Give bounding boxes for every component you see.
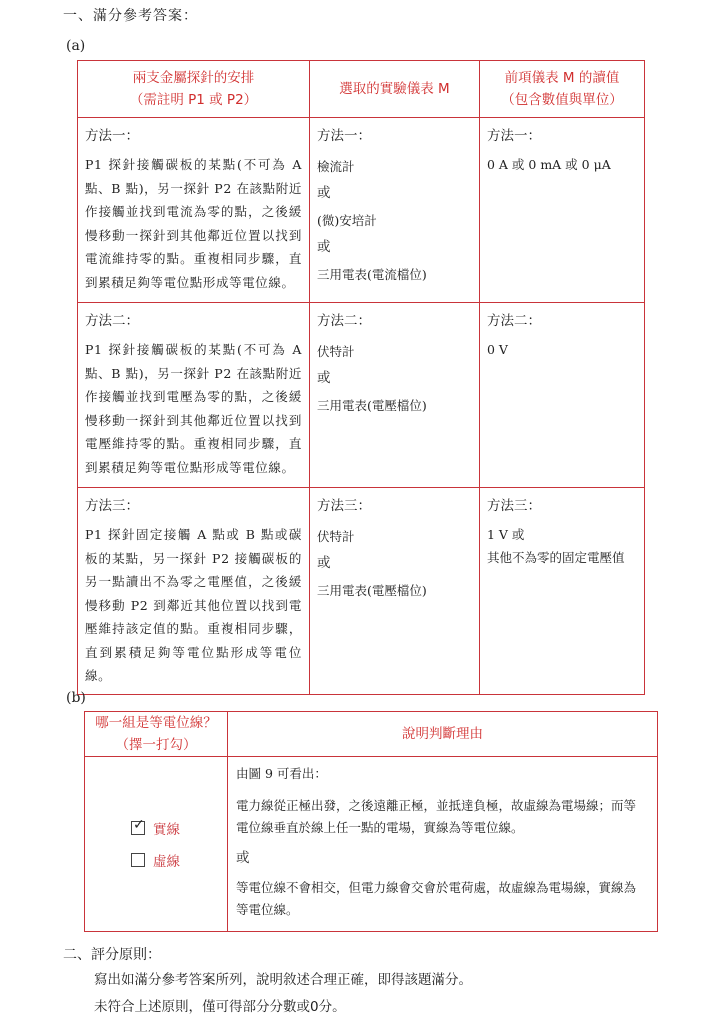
- method-label: 方法一：: [85, 128, 139, 144]
- header-meter-line1: 選取的實驗儀表 M: [339, 81, 450, 97]
- header-arrangement-line1: 兩支金屬探針的安排: [132, 70, 255, 86]
- method-label: 方法三：: [85, 498, 139, 514]
- header-reason: [228, 712, 658, 757]
- option-label: 虛線: [153, 854, 180, 870]
- option-dashed-line[interactable]: [131, 844, 227, 876]
- method-label: 方法二：: [85, 313, 139, 329]
- meter-or: 或: [317, 555, 331, 571]
- arrangement-text: P1 探針固定接觸 A 點或 B 點或碳板的某點，另一探針 P2 接觸碳板的另一點讀出不為零之電壓值，之後緩慢移動 P2 到鄰近其他位置以找到電壓維持該定值的點。重複相同步驟，直到累積足夠等電位點形成等電位線。: [85, 527, 302, 683]
- arrangement-text: P1 探針接觸碳板的某點(不可為 A 點、B 點)，另一探針 P2 在該點附近作接觸並找到電流為零的點，之後緩慢移動一探針到其他鄰近位置以找到電流維持零的點。重複相同步驟，直到累積足夠等電位點形成等電位線。: [85, 157, 302, 290]
- meter-item: 三用電表(電壓檔位): [317, 398, 427, 413]
- answer-table-b: [84, 711, 658, 932]
- reason-explanation-2: 等電位線不會相交，但電力線會交會於電荷處，故虛線為電場線，實線為等電位線。: [236, 880, 637, 917]
- header-reading-line2: （包含數值與單位）: [501, 92, 623, 108]
- arrangement-cell: [78, 118, 310, 303]
- grading-rule-2: 未符合上述原則，僅可得部分分數或0分。: [94, 999, 346, 1015]
- meter-cell: [310, 488, 480, 695]
- meter-item: (微)安培計: [317, 213, 377, 228]
- header-choice-line1: 哪一組是等電位線？: [95, 715, 217, 731]
- meter-item: 三用電表(電壓檔位): [317, 583, 427, 598]
- checkbox[interactable]: [131, 817, 145, 835]
- reading-cell: [480, 118, 645, 303]
- checkbox[interactable]: [131, 853, 145, 867]
- arrangement-text: P1 探針接觸碳板的某點(不可為 A 點、B 點)，另一探針 P2 在該點附近作接觸並找到電壓為零的點，之後緩慢移動一探針到其他鄰近位置以找到電壓維持零的點。重複相同步驟，直到累積足夠等電位點形成等電位線。: [85, 342, 302, 475]
- option-label: 實線: [153, 822, 180, 838]
- arrangement-cell: [78, 303, 310, 488]
- reading-value: 1 V 或 其他不為零的固定電壓值: [487, 527, 625, 565]
- header-arrangement-line2: （需註明 P1 或 P2）: [129, 92, 258, 108]
- check-mark-icon: ✓: [133, 817, 145, 833]
- meter-or: 或: [317, 185, 331, 201]
- method-label: 方法三：: [487, 498, 541, 514]
- header-reading-line1: 前項儀表 M 的讀值: [504, 70, 620, 86]
- option-solid-line[interactable]: [131, 812, 227, 844]
- reason-explanation-1: 電力線從正極出發，之後遠離正極，並抵達負極，故虛線為電場線；而等電位線垂直於線上任一點的電場，實線為等電位線。: [236, 798, 637, 835]
- meter-or: 或: [317, 239, 331, 255]
- header-arrangement: [78, 61, 310, 118]
- method-label: 方法二：: [487, 313, 541, 329]
- meter-item: 伏特計: [317, 344, 355, 359]
- reason-cell: [228, 757, 658, 932]
- method-label: 方法二：: [317, 313, 371, 329]
- reading-value: 0 V: [487, 342, 508, 357]
- meter-item: 三用電表(電流檔位): [317, 267, 427, 282]
- part-a-label: (a): [66, 38, 86, 54]
- section2-title: 二、評分原則：: [63, 947, 161, 963]
- method-label: 方法一：: [317, 128, 371, 144]
- reading-cell: [480, 303, 645, 488]
- header-reading: [480, 61, 645, 118]
- method-label: 方法三：: [317, 498, 371, 514]
- method-label: 方法一：: [487, 128, 541, 144]
- reading-value: 0 A 或 0 mA 或 0 μA: [487, 157, 611, 172]
- arrangement-cell: [78, 488, 310, 695]
- meter-item: 檢流計: [317, 159, 355, 174]
- reason-or: 或: [236, 850, 250, 866]
- meter-cell: [310, 118, 480, 303]
- header-choice-line2: （擇一打勾）: [115, 737, 197, 753]
- part-b-label: (b): [66, 690, 86, 706]
- header-choice: [85, 712, 228, 757]
- reason-intro: 由圖 9 可看出：: [236, 766, 327, 781]
- section1-title: 一、滿分參考答案：: [63, 8, 198, 24]
- header-meter: [310, 61, 480, 118]
- reading-cell: [480, 488, 645, 695]
- header-reason-text: 說明判斷理由: [402, 726, 483, 742]
- meter-item: 伏特計: [317, 529, 355, 544]
- choice-cell: [85, 757, 228, 932]
- meter-or: 或: [317, 370, 331, 386]
- grading-rule-1: 寫出如滿分參考答案所列，說明敘述合理正確，即得該題滿分。: [94, 972, 472, 988]
- answer-table-a: [77, 60, 645, 695]
- meter-cell: [310, 303, 480, 488]
